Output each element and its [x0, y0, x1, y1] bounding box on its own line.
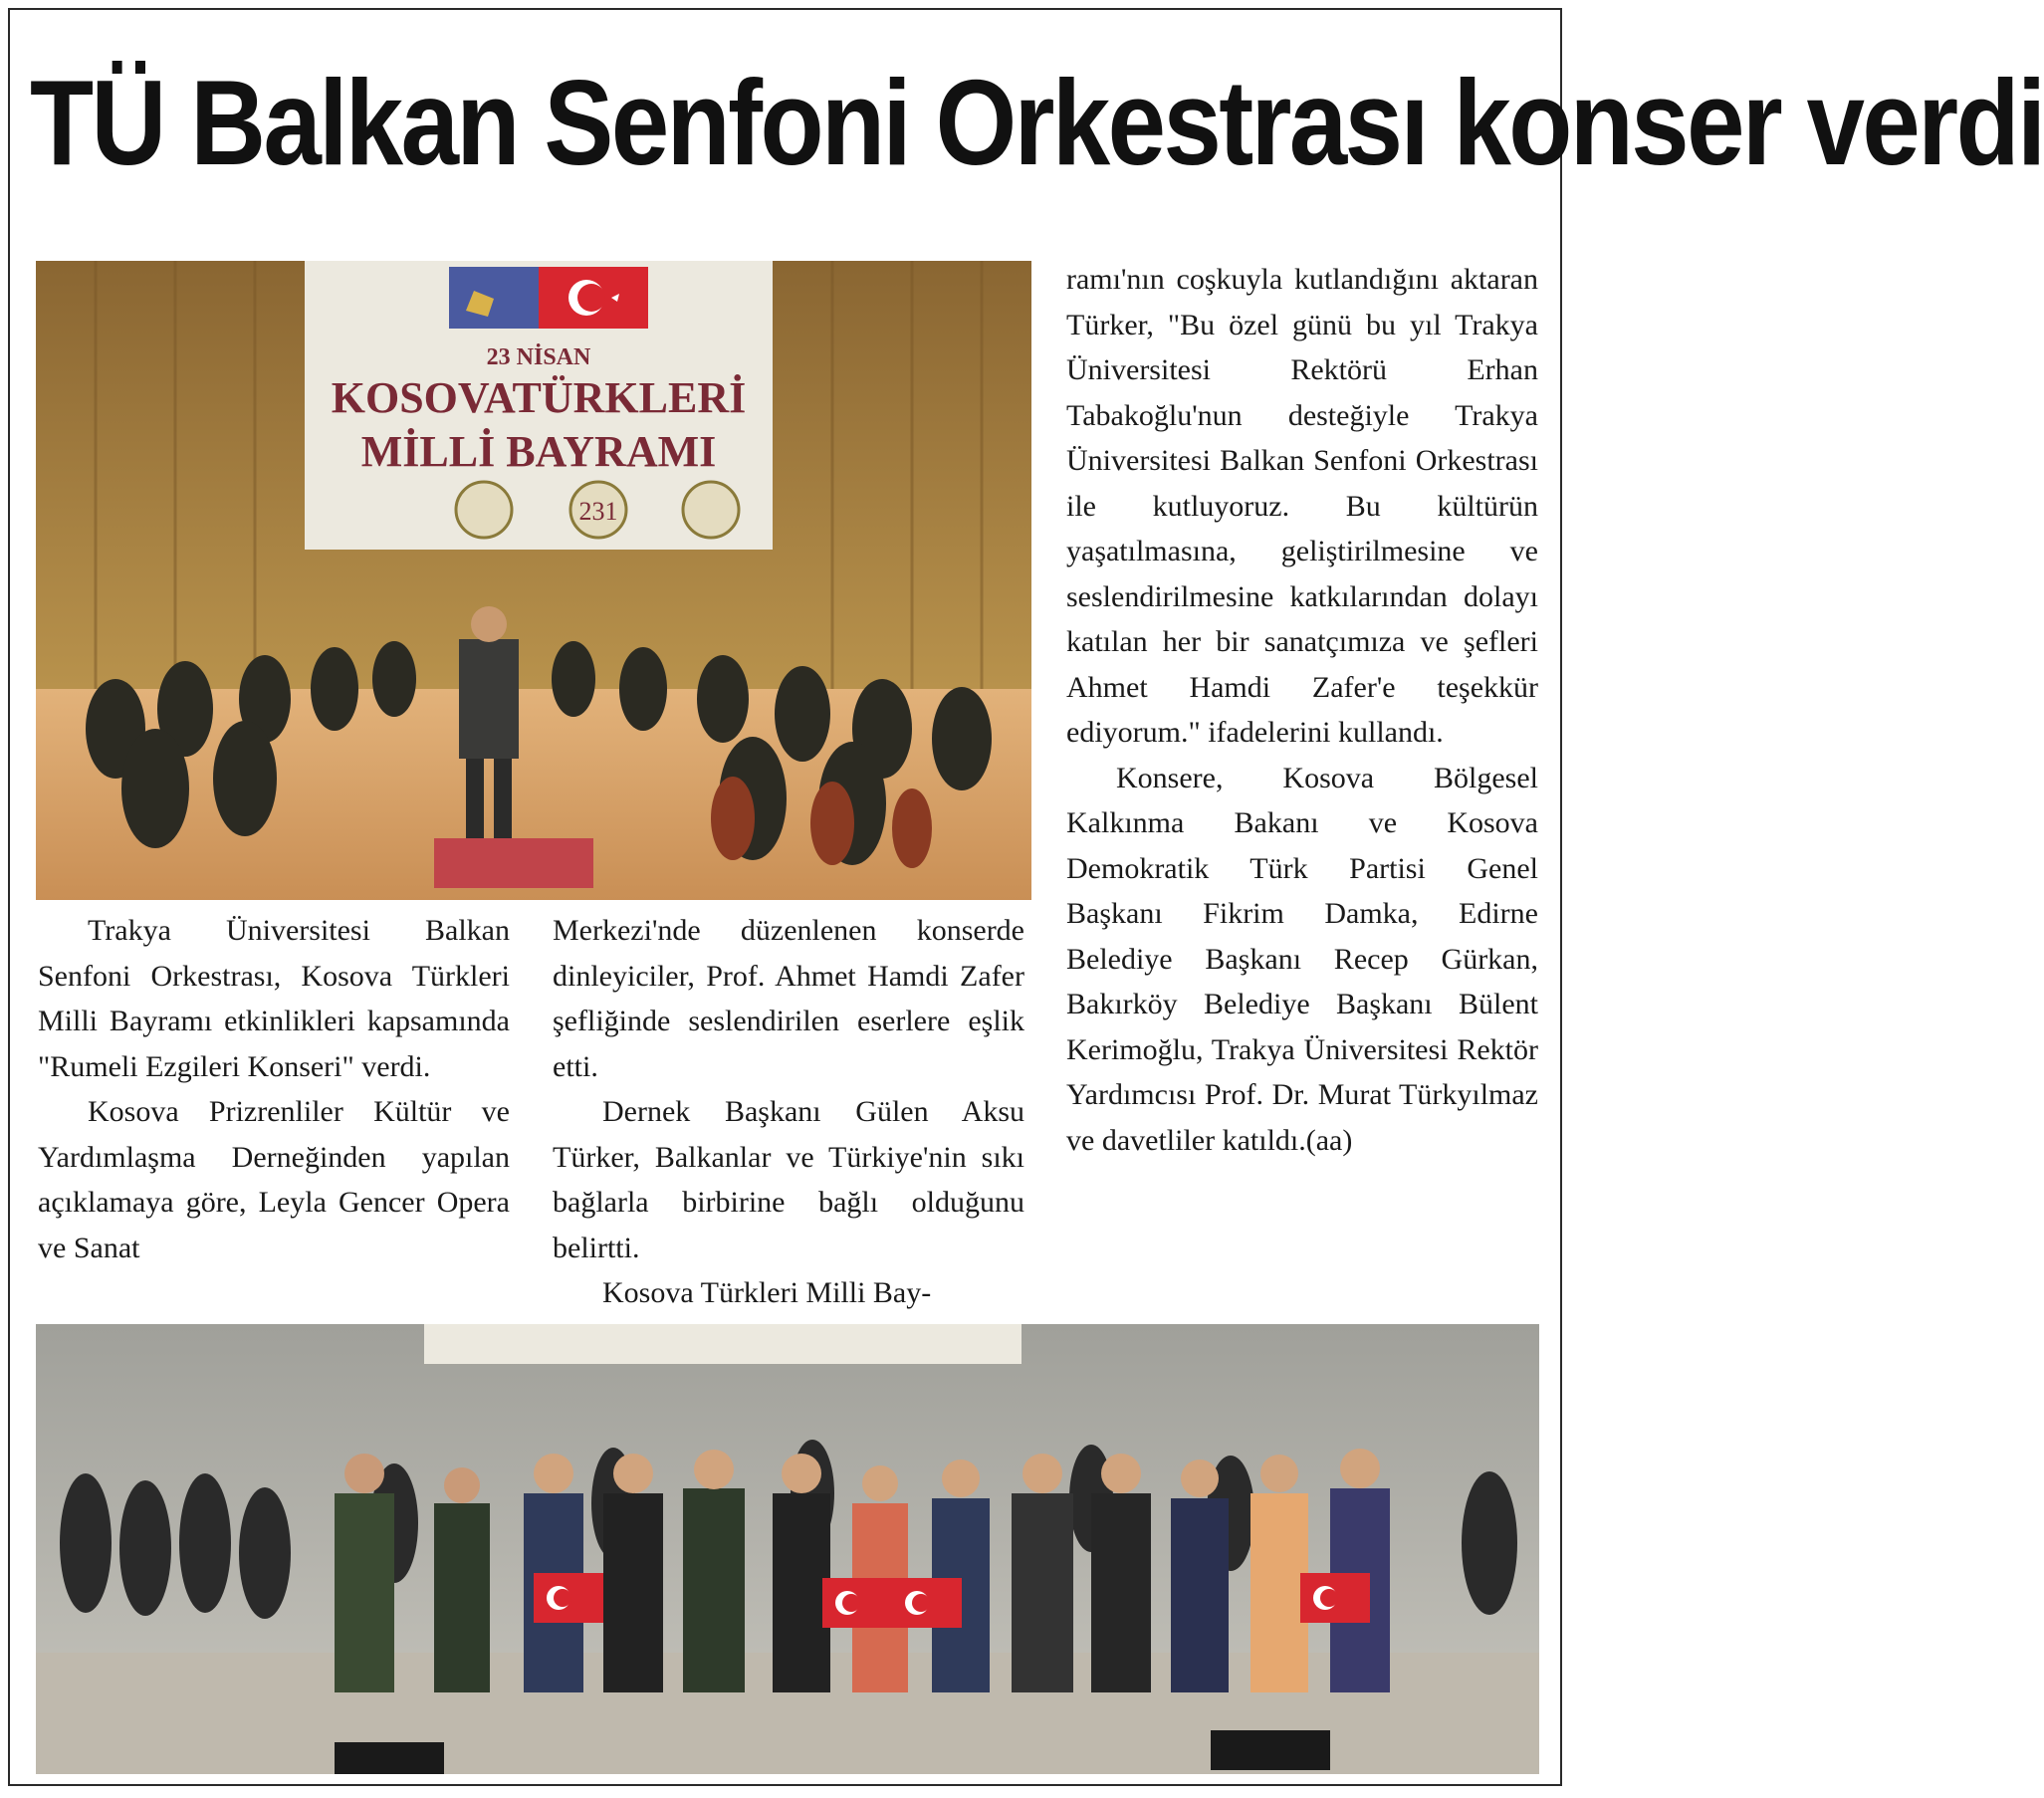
banner-line1: KOSOVATÜRKLERİ	[331, 373, 747, 422]
paragraph: Kosova Türkleri Milli Bay-	[602, 1276, 932, 1309]
orchestra-photo-illustration	[36, 261, 1031, 900]
banner-small: 23 NİSAN	[486, 344, 591, 370]
paragraph: ramı'nın coşkuyla kutlandığını aktaran Türker, "Bu özel günü bu yıl Trakya Üniversitesi Rektörü Erhan Tabakoğlu'nun desteğiyle Trakya Üniversitesi Balkan Senfoni Orkestrası ile kutluyoruz. Bu kültürün yaşatılmasına, geliştirilmesine ve seslendirilmesine katkılarından dolayı katılan her bir sanatçımıza ve şefleri Ahmet Hamdi Zafer'e teşekkür ediyorum." ifadelerini kullandı.	[1066, 263, 1538, 749]
credit: (aa)	[1305, 1123, 1353, 1157]
paragraph	[1066, 756, 1538, 1164]
banner-badge: 231	[578, 497, 618, 526]
stage-group-photo-illustration	[36, 1324, 1539, 1774]
orchestra-photo	[36, 261, 1031, 900]
paragraph: Trakya Üniversitesi Balkan Senfoni Orkestrası, Kosova Türkleri Milli Bayramı etkinlikleri kapsamında "Rumeli Ezgileri Konseri" verdi.	[38, 914, 510, 1083]
paragraph: Dernek Başkanı Gülen Aksu Türker, Balkanlar ve Türkiye'nin sıkı bağlarla birbirine bağlı olduğunu belirtti.	[553, 1095, 1024, 1264]
article-column-2	[553, 908, 1024, 1316]
article-column-3	[1066, 257, 1538, 1163]
headline: TÜ Balkan Senfoni Orkestrası konser verdi	[30, 55, 2044, 190]
paragraph: Merkezi'nde düzenlenen konserde dinleyiciler, Prof. Ahmet Hamdi Zafer şefliğinde seslendirilen eserlere eşlik etti.	[553, 914, 1024, 1083]
kosova-flag-icon	[449, 267, 539, 329]
article-column-1	[38, 908, 510, 1270]
turkish-flag-icon	[539, 267, 648, 329]
stage-group-photo	[36, 1324, 1539, 1774]
paragraph: Kosova Prizrenliler Kültür ve Yardımlaşma Derneğinden yapılan açıklamaya göre, Leyla Gencer Opera ve Sanat	[38, 1095, 510, 1264]
banner-line2: MİLLİ BAYRAMI	[360, 427, 717, 476]
paragraph-text: Konsere, Kosova Bölgesel Kalkınma Bakanı ve Kosova Demokratik Türk Partisi Genel Başkanı Fikrim Damka, Edirne Belediye Başkanı Recep Gürkan, Bakırköy Belediye Başkanı Bülent Kerimoğlu, Trakya Üniversitesi Rektör Yardımcısı Prof. Dr. Murat Türkyılmaz ve davetliler katıldı.	[1066, 761, 1538, 1157]
